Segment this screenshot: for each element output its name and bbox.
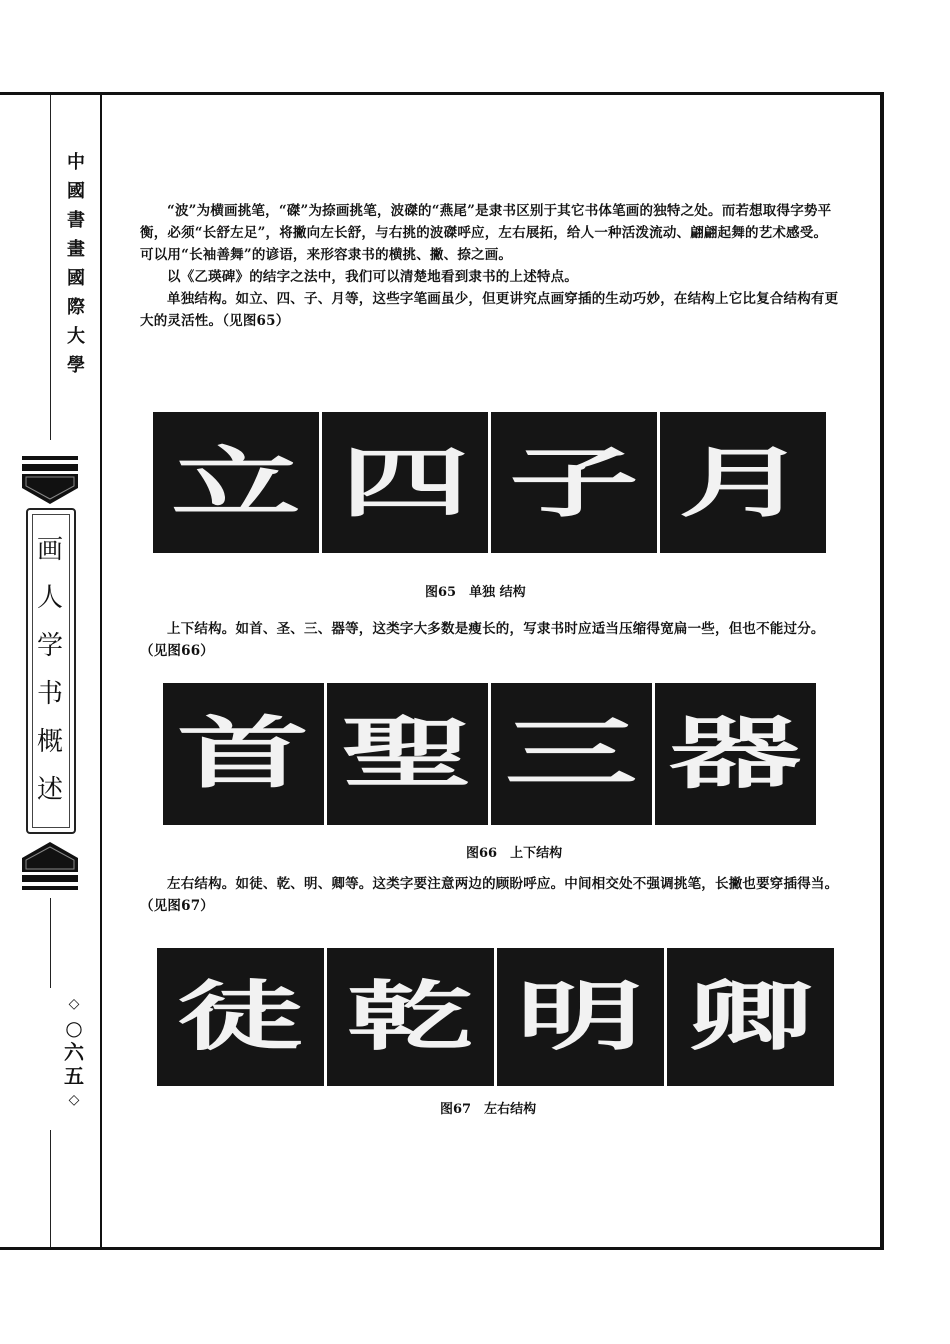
frame-right-border	[880, 92, 884, 1250]
sidebar-bar	[22, 456, 78, 460]
rubbing-plate: 器	[655, 683, 816, 825]
figure-65-caption: 图65 单独 结构	[425, 585, 526, 600]
paragraph-yiying-stele: 以《乙瑛碑》的结字之法中，我们可以清楚地看到隶书的上述特点。	[167, 269, 578, 285]
rubbing-plate: 月	[660, 412, 826, 553]
rubbing-plate: 卿	[667, 948, 834, 1086]
rubbing-plate: 首	[163, 683, 324, 825]
sidebar-rail-middle	[50, 898, 51, 988]
sidebar-bar	[22, 875, 78, 882]
paragraph-single-structure: 单独结构。如立、四、子、月等，这些字笔画虽少，但更讲究点画穿插的生动巧妙，在结构上它比复合结构有更大的灵活性。（见图65）	[140, 291, 839, 329]
figure-66-plates	[163, 683, 816, 825]
rubbing-plate: 子	[491, 412, 657, 553]
figure-67-caption: 图67 左右结构	[440, 1102, 537, 1117]
sidebar-university-name: 中 國 書 畫 國 際 大 學	[67, 152, 85, 376]
body-text-middle	[140, 618, 840, 662]
figure-65-plates	[153, 412, 826, 553]
paragraph-top-bottom-structure: 上下结构。如首、圣、三、器等，这类字大多数是瘦长的，写隶书时应适当压缩得宽扁一些，但也不能过分。（见图66）	[140, 621, 825, 659]
rubbing-plate: 三	[491, 683, 652, 825]
body-text-bottom	[140, 873, 840, 917]
sidebar-rail-top	[50, 95, 51, 440]
sidebar-bar	[22, 464, 78, 471]
sidebar-rail-bottom	[50, 1130, 51, 1247]
sidebar-ornament-top	[22, 474, 78, 504]
rubbing-plate: 明	[497, 948, 664, 1086]
frame-bottom-border	[0, 1247, 884, 1250]
rubbing-plate: 四	[322, 412, 488, 553]
rubbing-plate: 徒	[157, 948, 324, 1086]
frame-inner-border	[100, 95, 102, 1247]
sidebar-bar	[22, 886, 78, 890]
frame-top-border	[0, 92, 884, 95]
figure-66-caption: 图66 上下结构	[466, 846, 563, 861]
figure-67-plates	[157, 948, 834, 1086]
page-number: ◇ ○ 六 五 ◇	[64, 996, 84, 1108]
body-text-top	[140, 200, 840, 332]
sidebar-book-title: 画 人 学 书 概 述	[36, 535, 63, 805]
paragraph-bo-zhe: “波”为横画挑笔，“磔”为捺画挑笔，波磔的“燕尾”是隶书区别于其它书体笔画的独特之处。而若想取得字势平衡，必须“长舒左足”，将撇向左长舒，与右挑的波磔呼应，左右展拓，给人一种活泼流动、翩翩起舞的艺术感受。可以用“长袖善舞”的谚语，来形容隶书的横挑、撇、捺之画。	[140, 203, 832, 263]
rubbing-plate: 立	[153, 412, 319, 553]
paragraph-left-right-structure: 左右结构。如徒、乾、明、卿等。这类字要注意两边的顾盼呼应。中间相交处不强调挑笔，长撇也要穿插得当。（见图67）	[140, 876, 839, 914]
sidebar-ornament-bottom	[22, 842, 78, 872]
rubbing-plate: 聖	[327, 683, 488, 825]
rubbing-plate: 乾	[327, 948, 494, 1086]
